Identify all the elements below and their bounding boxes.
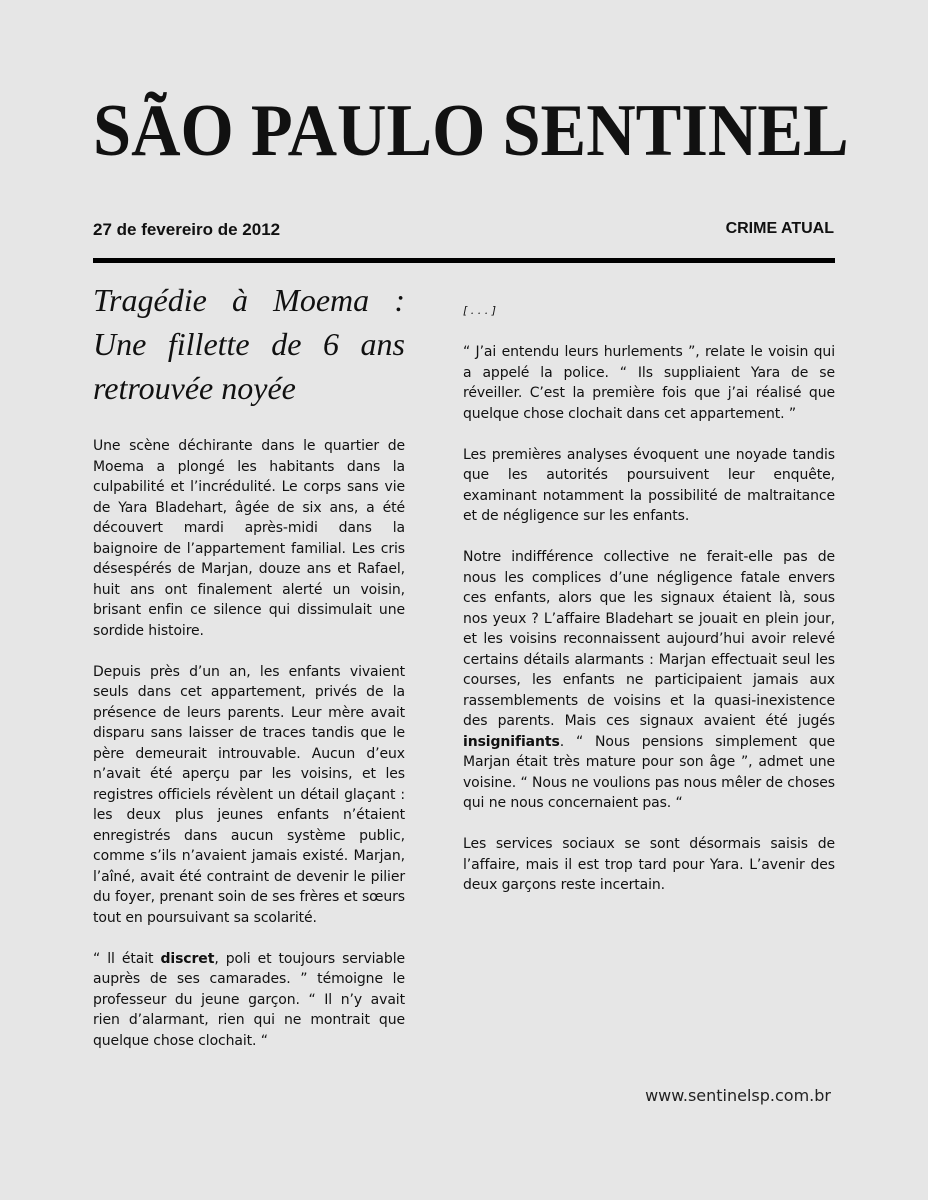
header-divider [93, 258, 835, 263]
article-paragraph [463, 547, 835, 814]
section-label: CRIME ATUAL [725, 220, 834, 237]
article-right-column [463, 342, 835, 916]
newspaper-masthead: SÃO PAULO SENTINEL [93, 90, 849, 172]
text-span: , poli et toujours serviable auprès de ses camarades. ” témoigne le professeur du jeune garçon. “ Il n’y avait rien d’alarmant, rien qui ne montrait que quelque chose clochait. “ [93, 950, 406, 1049]
article-left-column [93, 436, 405, 1072]
emphasis-text: insignifiants [463, 733, 560, 750]
article-paragraph: Les services sociaux se sont désormais saisis de l’affaire, mais il est trop tard pour Yara. L’avenir des deux garçons reste incertain. [463, 836, 835, 893]
article-paragraph: Les premières analyses évoquent une noyade tandis que les autorités poursuivent leur enquête, examinant notamment la possibilité de maltraitance et de négligence sur les enfants. [463, 446, 835, 524]
text-span: “ ll était [93, 950, 161, 967]
website-link[interactable]: www.sentinelsp.com.br [645, 1086, 831, 1105]
article-paragraph: Depuis près d’un an, les enfants vivaient seuls dans cet appartement, privés de la présence de leurs parents. Leur mère avait disparu sans laisser de traces tandis que le père demeurait introuvable. Aucun d’eux n’avait été aperçu par les voisins, et les registres officiels révèlent un détail glaçant : les deux plus jeunes enfants n’étaient enregistrés dans aucun système public, comme s’ils n’avaient jamais existé. Marjan, l’aîné, avait été contraint de devenir le pilier du foyer, prenant soin de ses frères et sœurs tout en poursuivant sa scolarité. [93, 663, 405, 926]
article-paragraph-quote [93, 949, 405, 1052]
emphasis-text: discret [160, 950, 215, 967]
article-headline: Tragédie à Moema : Une fillette de 6 ans retrouvée noyée [93, 282, 405, 406]
text-span: . “ Nous pensions simplement que Marjan était très mature pour son âge ”, admet une voisine. “ Nous ne voulions pas nous mêler de choses qui ne nous concernaient pas. “ [463, 733, 835, 811]
omission-marker: [ . . . ] [463, 304, 497, 317]
article-paragraph-quote: “ J’ai entendu leurs hurlements ”, relate le voisin qui a appelé la police. “ Ils suppliaient Yara de se réveiller. C’est la première fois que j’ai réalisé que quelque chose clochait dans cet appartement. ” [463, 344, 835, 422]
article-paragraph: Une scène déchirante dans le quartier de Moema a plongé les habitants dans la culpabilité et l’incrédulité. Le corps sans vie de Yara Bladehart, âgée de six ans, a été découvert mardi après-midi dans la baignoire de l’appartement familial. Les cris désespérés de Marjan, douze ans et Rafael, huit ans ont finalement alerté un voisin, brisant enfin ce silence qui dissimulait une sordide histoire. [93, 438, 405, 639]
publication-date: 27 de fevereiro de 2012 [93, 220, 281, 239]
text-span: Notre indifférence collective ne ferait-elle pas de nous les complices d’une négligence fatale envers ces enfants, alors que les signaux étaient là, sous nos yeux ? L’affaire Bladehart se jouait en plein jour, et les voisins reconnaissent aujourd’hui avoir relevé certains détails alarmants : Marjan effectuait seul les courses, les enfants ne participaient jamais aux rassemblements de voisins et la quasi-inexistence des parents. Mais ces signaux avaient été jugés [463, 549, 835, 729]
